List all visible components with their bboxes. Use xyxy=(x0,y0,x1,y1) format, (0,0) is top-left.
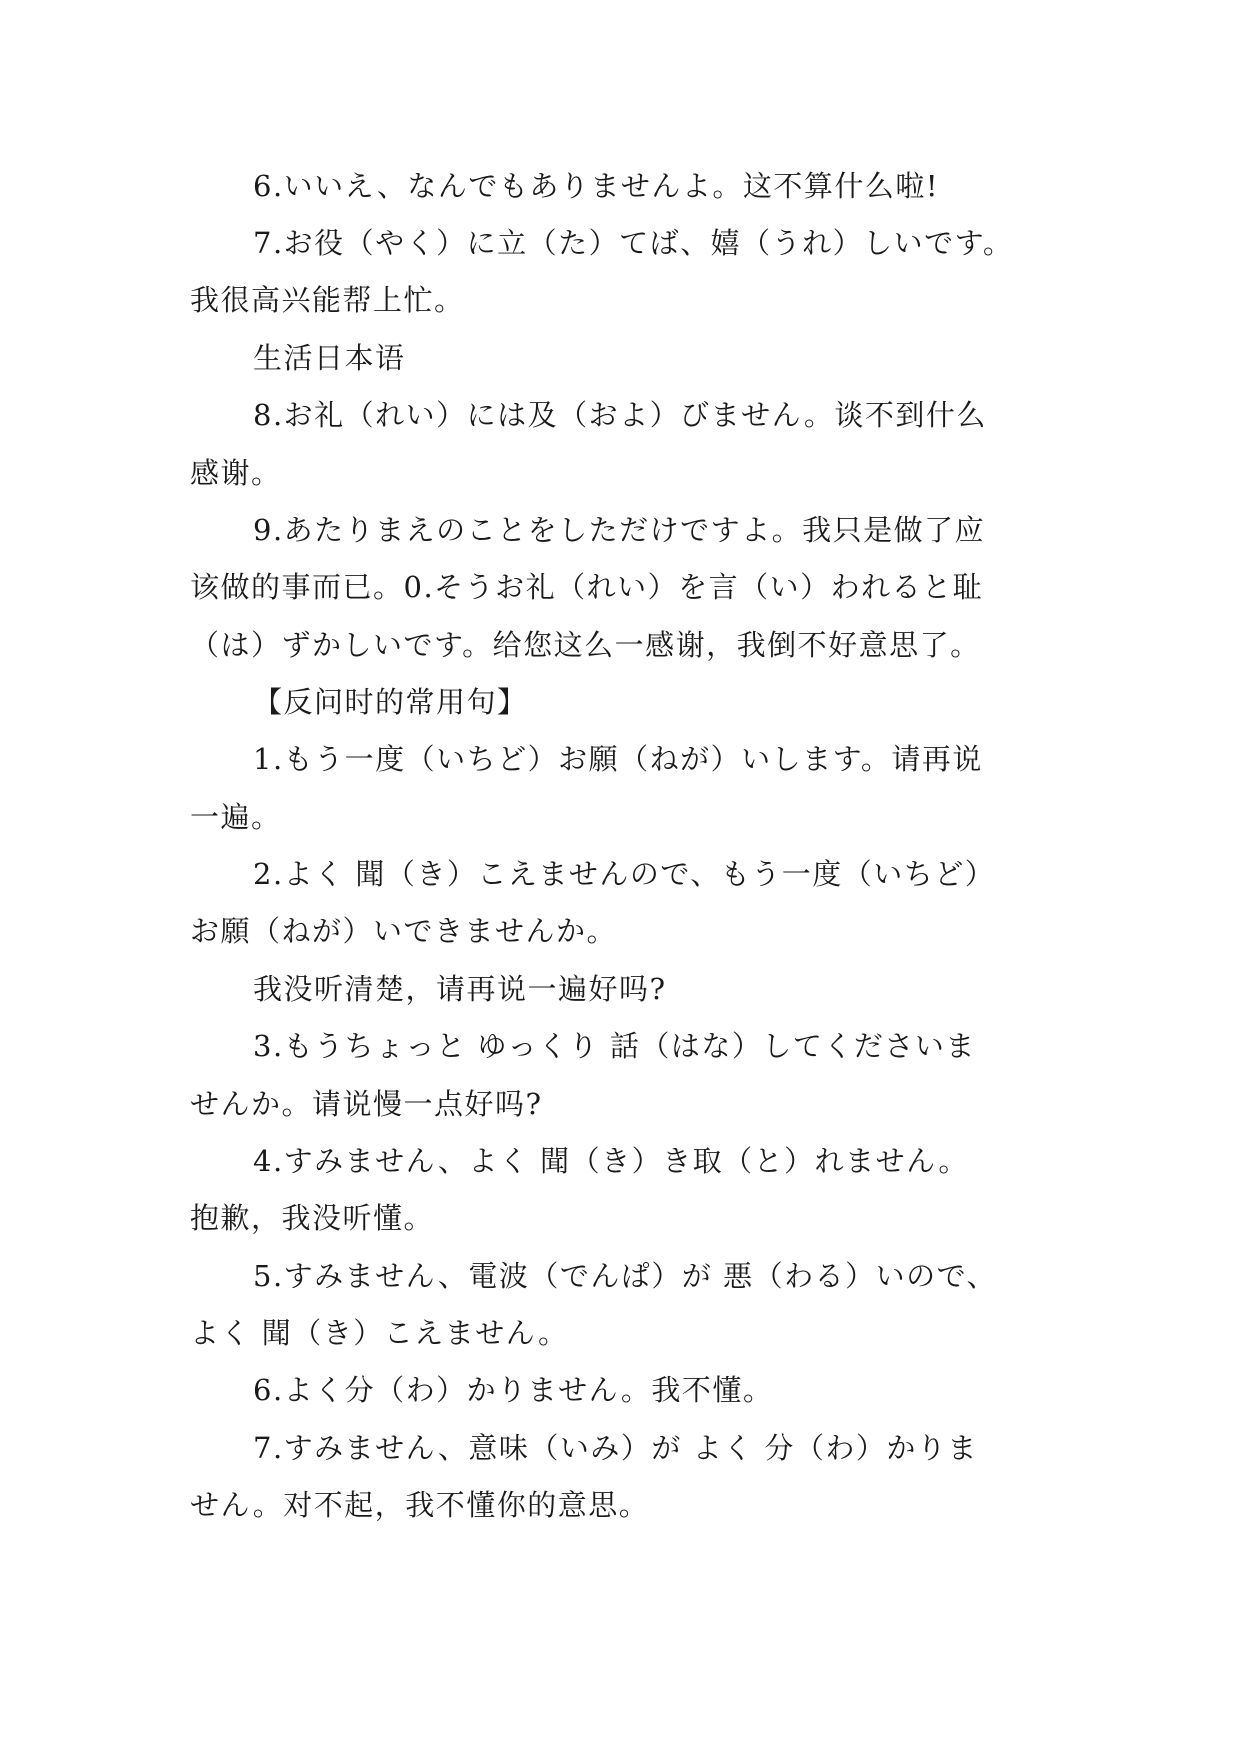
text-line-3: 我很高兴能帮上忙。 xyxy=(190,283,465,317)
text-line-21: よく 聞（き）こえません。 xyxy=(190,1316,569,1350)
text-line-23: 7.すみません、意味（いみ）が よく 分（わ）かりま xyxy=(253,1431,978,1465)
text-line-12: 一遍。 xyxy=(190,800,282,834)
text-line-6: 感谢。 xyxy=(190,456,282,490)
text-line-9: （は）ずかしいです。给您这么一感谢，我倒不好意思了。 xyxy=(190,628,981,662)
text-line-18: 4.すみません、よく 聞（き）き取（と）れません。 xyxy=(253,1144,969,1178)
text-line-8: 该做的事而已。0.そうお礼（れい）を言（い）われると耻 xyxy=(190,570,984,604)
text-line-7: 9.あたりまえのことをしただけですよ。我只是做了应 xyxy=(253,513,986,547)
text-line-13: 2.よく 聞（き）こえませんので、もう一度（いちど） xyxy=(253,857,996,891)
text-line-24: せん。对不起，我不懂你的意思。 xyxy=(190,1488,650,1522)
text-line-19: 抱歉，我没听懂。 xyxy=(190,1201,435,1235)
text-line-14: お願（ねが）いできませんか。 xyxy=(190,914,618,948)
text-line-22: 6.よく分（わ）かりません。我不懂。 xyxy=(253,1373,774,1407)
text-line-15: 我没听清楚，请再说一遍好吗? xyxy=(253,972,667,1006)
text-line-17: せんか。请说慢一点好吗? xyxy=(190,1087,543,1121)
section-heading: 生活日本语 xyxy=(253,341,406,375)
text-line-20: 5.すみません、電波（でんぱ）が 悪（わる）いので、 xyxy=(253,1259,998,1293)
text-line-1: 6.いいえ、なんでもありませんよ。这不算什么啦! xyxy=(253,169,940,203)
text-line-2: 7.お役（やく）に立（た）てば、嬉（うれ）しいです。 xyxy=(253,226,1014,260)
text-line-16: 3.もうちょっと ゆっくり 話（はな）してくださいま xyxy=(253,1029,976,1063)
text-line-5: 8.お礼（れい）には及（およ）びません。谈不到什么 xyxy=(253,398,987,432)
section-heading-bracketed: 【反问时的常用句】 xyxy=(253,685,528,719)
text-line-11: 1.もう一度（いちど）お願（ねが）いします。请再说 xyxy=(253,742,983,776)
